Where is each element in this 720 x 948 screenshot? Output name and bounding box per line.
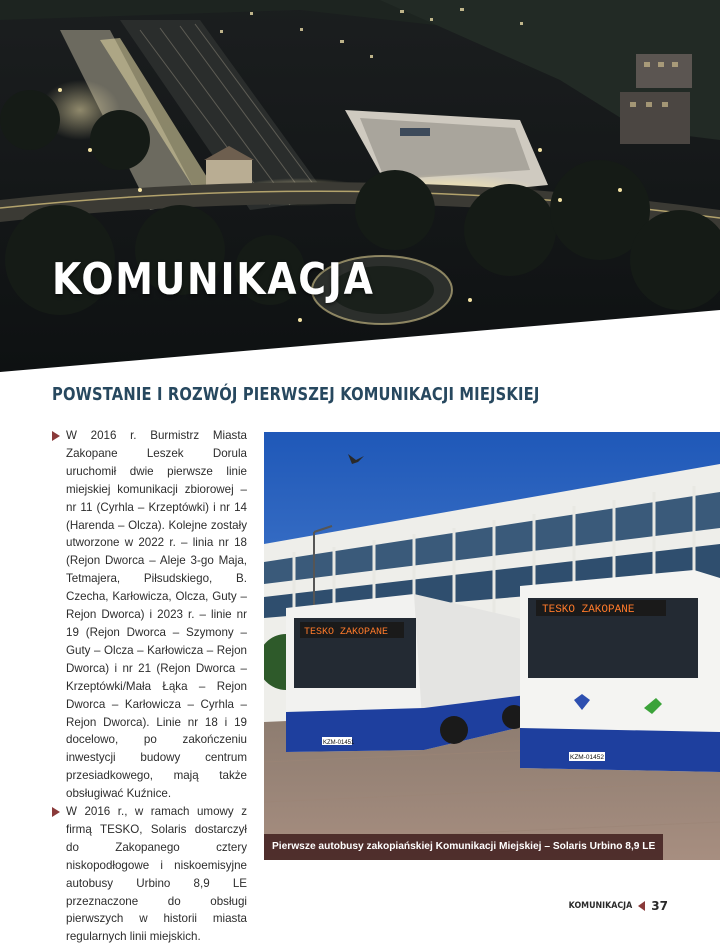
page-number: 37	[651, 899, 668, 913]
section-heading: POWSTANIE I ROZWÓJ PIERWSZEJ KOMUNIKACJI MIEJSKIEJ	[52, 385, 540, 405]
page-footer	[560, 898, 668, 914]
bus-right	[520, 570, 720, 772]
hero-night-photo	[0, 0, 720, 372]
triangle-left-icon	[638, 901, 645, 911]
bus-left-plate: KZM-01451	[323, 740, 355, 746]
page-title: KOMUNIKACJA	[52, 254, 375, 305]
triangle-right-icon	[52, 807, 60, 817]
triangle-right-icon	[52, 431, 60, 441]
photo-caption: Pierwsze autobusy zakopiańskiej Komunikacji Miejskiej – Solaris Urbino 8,9 LE	[264, 834, 663, 860]
paragraph-2-text: W 2016 r., w ramach umowy z firmą TESKO, Solaris dostarczył do Zakopanego cztery niskopodłogowe i niskoemisyjne autobusy Urbino 8,9 LE przeznaczone do obsługi pierwszych w historii miasta regularnych linii miejskich.	[66, 805, 247, 944]
bus-photo	[264, 432, 720, 860]
paragraph-1-text: W 2016 r. Burmistrz Miasta Zakopane Leszek Dorula uruchomił dwie pierwsze linie miejskiej komunikacji zbiorowej – nr 11 (Cyrhla – Krzeptówki) i nr 14 (Harenda – Olcza). Kolejne zostały utworzone w 2022 r. – linia nr 18 (Rejon Dworca – Aleje 3-go Maja, Tetmajera, Piłsudskiego, B. Czecha, Karłowicza, Olcza, Guty – Rejon Dworca) i 2023 r. – linie nr 19 (Rejon Dworca – Szymony – Guty – Olcza – Karłowicza – Rejon Dworca) i nr 21 (Rejon Dworca – Krzeptówki/Mała Łąka – Rejon Dworca – Karłowicza – Cyrhla – Rejon Dworca). Linie nr 18 i 19 docelowo, po zakończeniu inwestycji budowy centrum przesiadkowego, mają także obsługiwać Kuźnice.	[66, 429, 247, 801]
paragraph-2	[52, 803, 247, 946]
bus-right-destination: TESKO ZAKOPANE	[542, 604, 635, 616]
article-body	[52, 427, 247, 946]
bus-left	[286, 594, 534, 752]
bus-left-destination: TESKO ZAKOPANE	[304, 627, 389, 638]
footer-section-label: KOMUNIKACJA	[568, 901, 633, 911]
bus-photo-image	[264, 432, 720, 860]
hero-banner	[0, 0, 720, 372]
paragraph-1	[52, 427, 247, 803]
bus-right-plate: KZM-01452	[570, 754, 604, 761]
